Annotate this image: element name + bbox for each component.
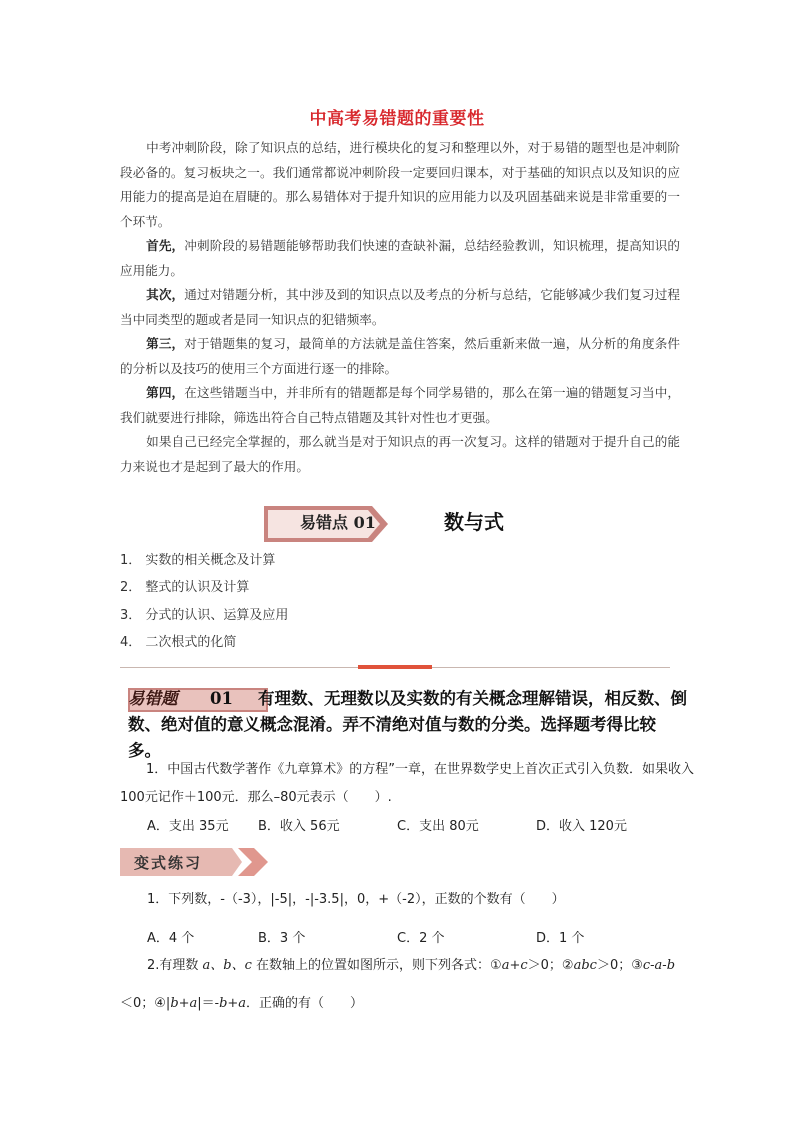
topic-item: 4． 二次根式的化简	[120, 635, 237, 650]
q1-option-d: D．收入 120元	[536, 819, 627, 834]
intro-paragraph-6: 如果自己已经完全掌握的，那么就当是对于知识点的再一次复习。这样的错题对于提升自己的能力来说也才是起到了最大的作用。	[120, 434, 680, 474]
page-title: 中高考易错题的重要性	[309, 109, 485, 129]
q1-option-c: C．支出 80元	[397, 819, 479, 834]
intro-paragraph-3: 其次，通过对错题分析，其中涉及到的知识点以及考点的分析与总结，它能够减少我们复习过程当中同类型的题或者是同一知识点的犯错频率。	[120, 287, 681, 327]
v1-option-d: D．1 个	[536, 931, 585, 946]
variant-badge-label: 变式练习	[134, 854, 203, 872]
intro-paragraph-2: 首先，冲刺阶段的易错题能够帮助我们快速的查缺补漏，总结经验教训，知识梳理，提高知识的应用能力。	[120, 238, 681, 278]
divider-accent	[358, 665, 432, 669]
v1-option-b: B．3 个	[258, 931, 306, 946]
intro-paragraph-4: 第三，对于错题集的复习，最简单的方法就是盖住答案，然后重新来做一遍，从分析的角度条件的分析以及技巧的使用三个方面进行逐一的排除。	[120, 336, 681, 376]
topic-item: 2． 整式的认识及计算	[120, 580, 250, 595]
topic-item: 1． 实数的相关概念及计算	[120, 553, 276, 568]
q1-option-b: B．收入 56元	[258, 819, 340, 834]
v1-option-a: A．4 个	[147, 931, 195, 946]
topic-item: 3． 分式的认识、运算及应用	[120, 608, 289, 623]
error-topic	[128, 686, 688, 764]
v1-option-c: C．2 个	[397, 931, 445, 946]
intro-paragraph-1: 中考冲刺阶段，除了知识点的总结，进行模块化的复习和整理以外，对于易错的题型也是冲刺阶段必备的。复习板块之一。我们通常都说冲刺阶段一定要回归课本，对于基础的知识点以及知识的应用能力的提高是迫在眉睫的。那么易错体对于提升知识的应用能力以及巩固基础来说是非常重要的一个环节。	[120, 140, 680, 229]
error-badge-label: 易错题	[128, 689, 178, 708]
variant-question-2-line-1: 2.有理数 a、b、c 在数轴上的位置如图所示，则下列各式：①a+c＞0；②abc＞0；③c-a-b	[147, 958, 676, 973]
section-title: 数与式	[444, 510, 504, 534]
variant-question-1: 1．下列数，-（-3），|-5|，-|-3.5|，0，+（-2），正数的个数有（ ）	[147, 892, 565, 907]
q1-option-a: A．支出 35元	[147, 819, 229, 834]
error-topic-text: 有理数、无理数以及实数的有关概念理解错误，相反数、倒数、绝对值的意义概念混淆。弄不清绝对值与数的分类。选择题考得比较多。	[128, 689, 687, 760]
question-1: 1．中国古代数学著作《九章算术》的方程”一章，在世界数学史上首次正式引入负数．如果收入 100元记作＋100元．那么–80元表示（ ）.	[120, 762, 695, 805]
section-banner-label: 易错点 01	[300, 513, 376, 532]
variant-question-2-line-2: ＜0；④|b+a|＝-b+a．正确的有（ ）	[120, 996, 364, 1011]
intro-paragraph-5: 第四，在这些错题当中，并非所有的错题都是每个同学易错的，那么在第一遍的错题复习当中，我们就要进行排除，筛选出符合自己特点错题及其针对性也才更强。	[120, 385, 681, 425]
error-badge-number: 01	[210, 689, 233, 708]
